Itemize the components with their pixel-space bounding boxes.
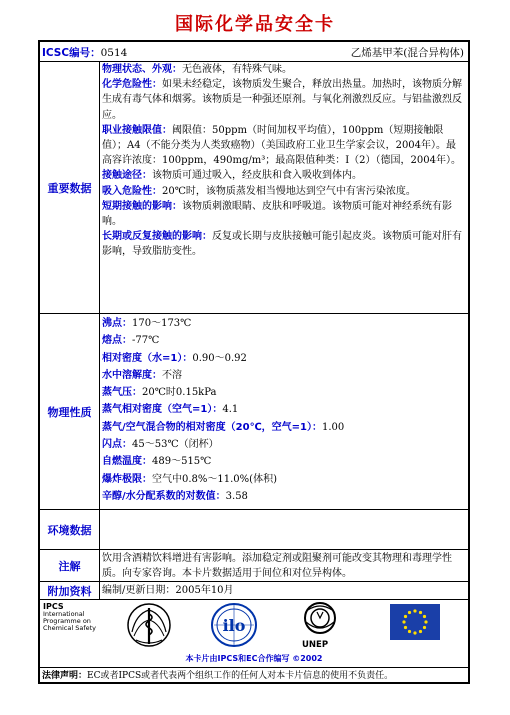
eu-star-icon (424, 620, 427, 623)
important-data-key: 短期接触的影响： (102, 200, 182, 212)
eu-flag-icon (390, 604, 440, 640)
physical-property-key: 相对密度（水=1）： (102, 352, 193, 364)
physical-property-value: 0.90～0.92 (192, 352, 247, 364)
card-header (40, 42, 468, 62)
who-emblem-icon (126, 602, 172, 648)
section-label-important: 重要数据 (40, 62, 100, 313)
important-data-item (102, 168, 466, 183)
physical-property-value: 不溶 (162, 369, 182, 381)
physical-property-value: 空气中0.8%～11.0%(体积) (152, 473, 277, 485)
safety-card (38, 40, 470, 684)
eu-star-icon (408, 630, 411, 633)
legal-notice (40, 668, 470, 682)
physical-property-item (102, 419, 466, 436)
eu-star-icon (413, 609, 416, 612)
section-label-additional: 附加资料 (40, 582, 100, 599)
physical-property-item (102, 332, 466, 349)
physical-property-key: 自燃温度： (102, 456, 152, 468)
physical-property-value: -77℃ (132, 335, 160, 347)
physical-property-item (102, 436, 466, 453)
physical-property-key: 辛醇/水分配系数的对数值： (102, 490, 226, 502)
physical-property-key: 蒸气压： (102, 387, 142, 399)
additional-section (40, 582, 468, 600)
physical-property-key: 熔点： (102, 335, 132, 347)
important-data-content (102, 62, 466, 260)
physical-property-item (102, 401, 466, 418)
physical-property-key: 水中溶解度： (102, 369, 162, 381)
important-data-item (102, 229, 466, 259)
important-data-key: 化学危险性： (102, 79, 162, 91)
legal-label: 法律声明： (42, 671, 88, 681)
section-label-physical: 物理性质 (40, 314, 100, 509)
icsc-number: 0514 (100, 47, 128, 59)
physical-property-value: 1.00 (322, 421, 345, 433)
notes-text: 饮用含酒精饮料增进有害影响。添加稳定剂或阻聚剂可能改变其物理和毒理学性质。向专家咨询。本卡片数据适用于间位和对位异构体。 (102, 553, 452, 580)
important-data-item (102, 123, 466, 169)
ipcs-logo: IPCS International Programme on Chemical Safety (43, 602, 97, 632)
physical-property-value: 170～173℃ (132, 318, 192, 329)
chemical-name: 乙烯基甲苯(混合异构体) (350, 47, 464, 59)
eu-star-icon (408, 611, 411, 614)
important-data-item (102, 62, 466, 77)
eu-star-icon (419, 630, 422, 633)
footer-caption: 本卡片由IPCS和EC合作编写 ©2002 (185, 654, 323, 663)
physical-property-item (102, 488, 466, 505)
important-data-value: 阈限值：50ppm（时间加权平均值），100ppm（短期接触限值）；A4（不能分类为人类致癌物）（美国政府工业卫生学家会议，2004年）。最高容许浓度：100ppm，490mg/m³；最高限值种类：I（2）（德国，2004年）。 (102, 124, 461, 167)
eu-star-icon (419, 611, 422, 614)
physical-property-value: 20℃时0.15kPa (142, 387, 217, 399)
important-data-value: 无色液体，有特殊气味。 (182, 64, 292, 75)
physical-property-item (102, 350, 466, 367)
section-label-environment: 环境数据 (40, 510, 100, 549)
physical-property-value: 45～53℃（闭杯） (132, 439, 219, 451)
section-label-notes: 注解 (40, 550, 100, 581)
environment-section (40, 510, 468, 550)
important-data-key: 长期或反复接触的影响： (102, 231, 212, 243)
physical-property-item (102, 315, 466, 332)
unep-emblem-icon (298, 600, 342, 640)
physical-properties-section (40, 314, 468, 510)
physical-property-value: 489～515℃ (152, 456, 212, 468)
physical-property-value: 3.58 (225, 490, 248, 502)
eu-star-icon (402, 620, 405, 623)
important-data-item (102, 77, 466, 123)
unep-label: UNEP (302, 640, 329, 650)
physical-property-item (102, 384, 466, 401)
important-data-value: 20℃时，该物质蒸发相当慢地达到空气中有害污染浓度。 (162, 185, 416, 197)
physical-property-item (102, 471, 466, 488)
important-data-value: 该物质可通过吸入，经皮肤和食入吸收到体内。 (152, 170, 362, 182)
physical-property-key: 蒸气相对密度（空气=1）： (102, 404, 223, 416)
important-data-section (40, 62, 468, 314)
physical-property-item (102, 367, 466, 384)
eu-star-icon (404, 626, 407, 629)
physical-property-value: 4.1 (222, 404, 239, 416)
important-data-item (102, 199, 466, 229)
notes-section (40, 550, 468, 582)
ilo-emblem-icon (210, 602, 258, 648)
important-data-value: 如果未经稳定，该物质发生聚合，释放出热量。加热时，该物质分解生成有毒气体和烟雾。该物质是一种强还原剂。与氧化剂激烈反应。与铝盐激烈反应。 (102, 79, 462, 121)
legal-text: EC或者IPCS或者代表两个组织工作的任何人对本卡片信息的使用不负责任。 (87, 671, 394, 681)
svg-text:ilo: ilo (222, 616, 246, 635)
important-data-key: 接触途径： (102, 170, 152, 182)
physical-property-key: 蒸气/空气混合物的相对密度（20℃，空气=1）： (102, 421, 323, 433)
eu-star-icon (404, 615, 407, 618)
physical-property-key: 沸点： (102, 318, 132, 329)
important-data-item (102, 184, 466, 199)
physical-property-key: 闪点： (102, 439, 132, 451)
important-data-key: 职业接触限值： (102, 124, 172, 136)
important-data-value: 该物质刺激眼睛、皮肤和呼吸道。该物质可能对神经系统有影响。 (102, 200, 452, 228)
important-data-value: 反复或长期与皮肤接触可能引起皮炎。该物质可能对肝有影响，导致脂肪变性。 (102, 231, 462, 258)
additional-text: 编制/更新日期：2005年10月 (102, 585, 234, 596)
physical-properties-content (102, 315, 466, 505)
physical-property-key: 爆炸极限： (102, 473, 152, 485)
eu-star-icon (413, 631, 416, 634)
important-data-key: 吸入危险性： (102, 185, 162, 197)
eu-star-icon (423, 626, 426, 629)
eu-star-icon (423, 615, 426, 618)
physical-property-item (102, 453, 466, 470)
card-title: 国际化学品安全卡 (175, 14, 335, 35)
important-data-key: 物理状态、外观： (102, 64, 182, 75)
icsc-label: ICSC编号： (42, 47, 101, 59)
footer-logos (40, 600, 468, 668)
